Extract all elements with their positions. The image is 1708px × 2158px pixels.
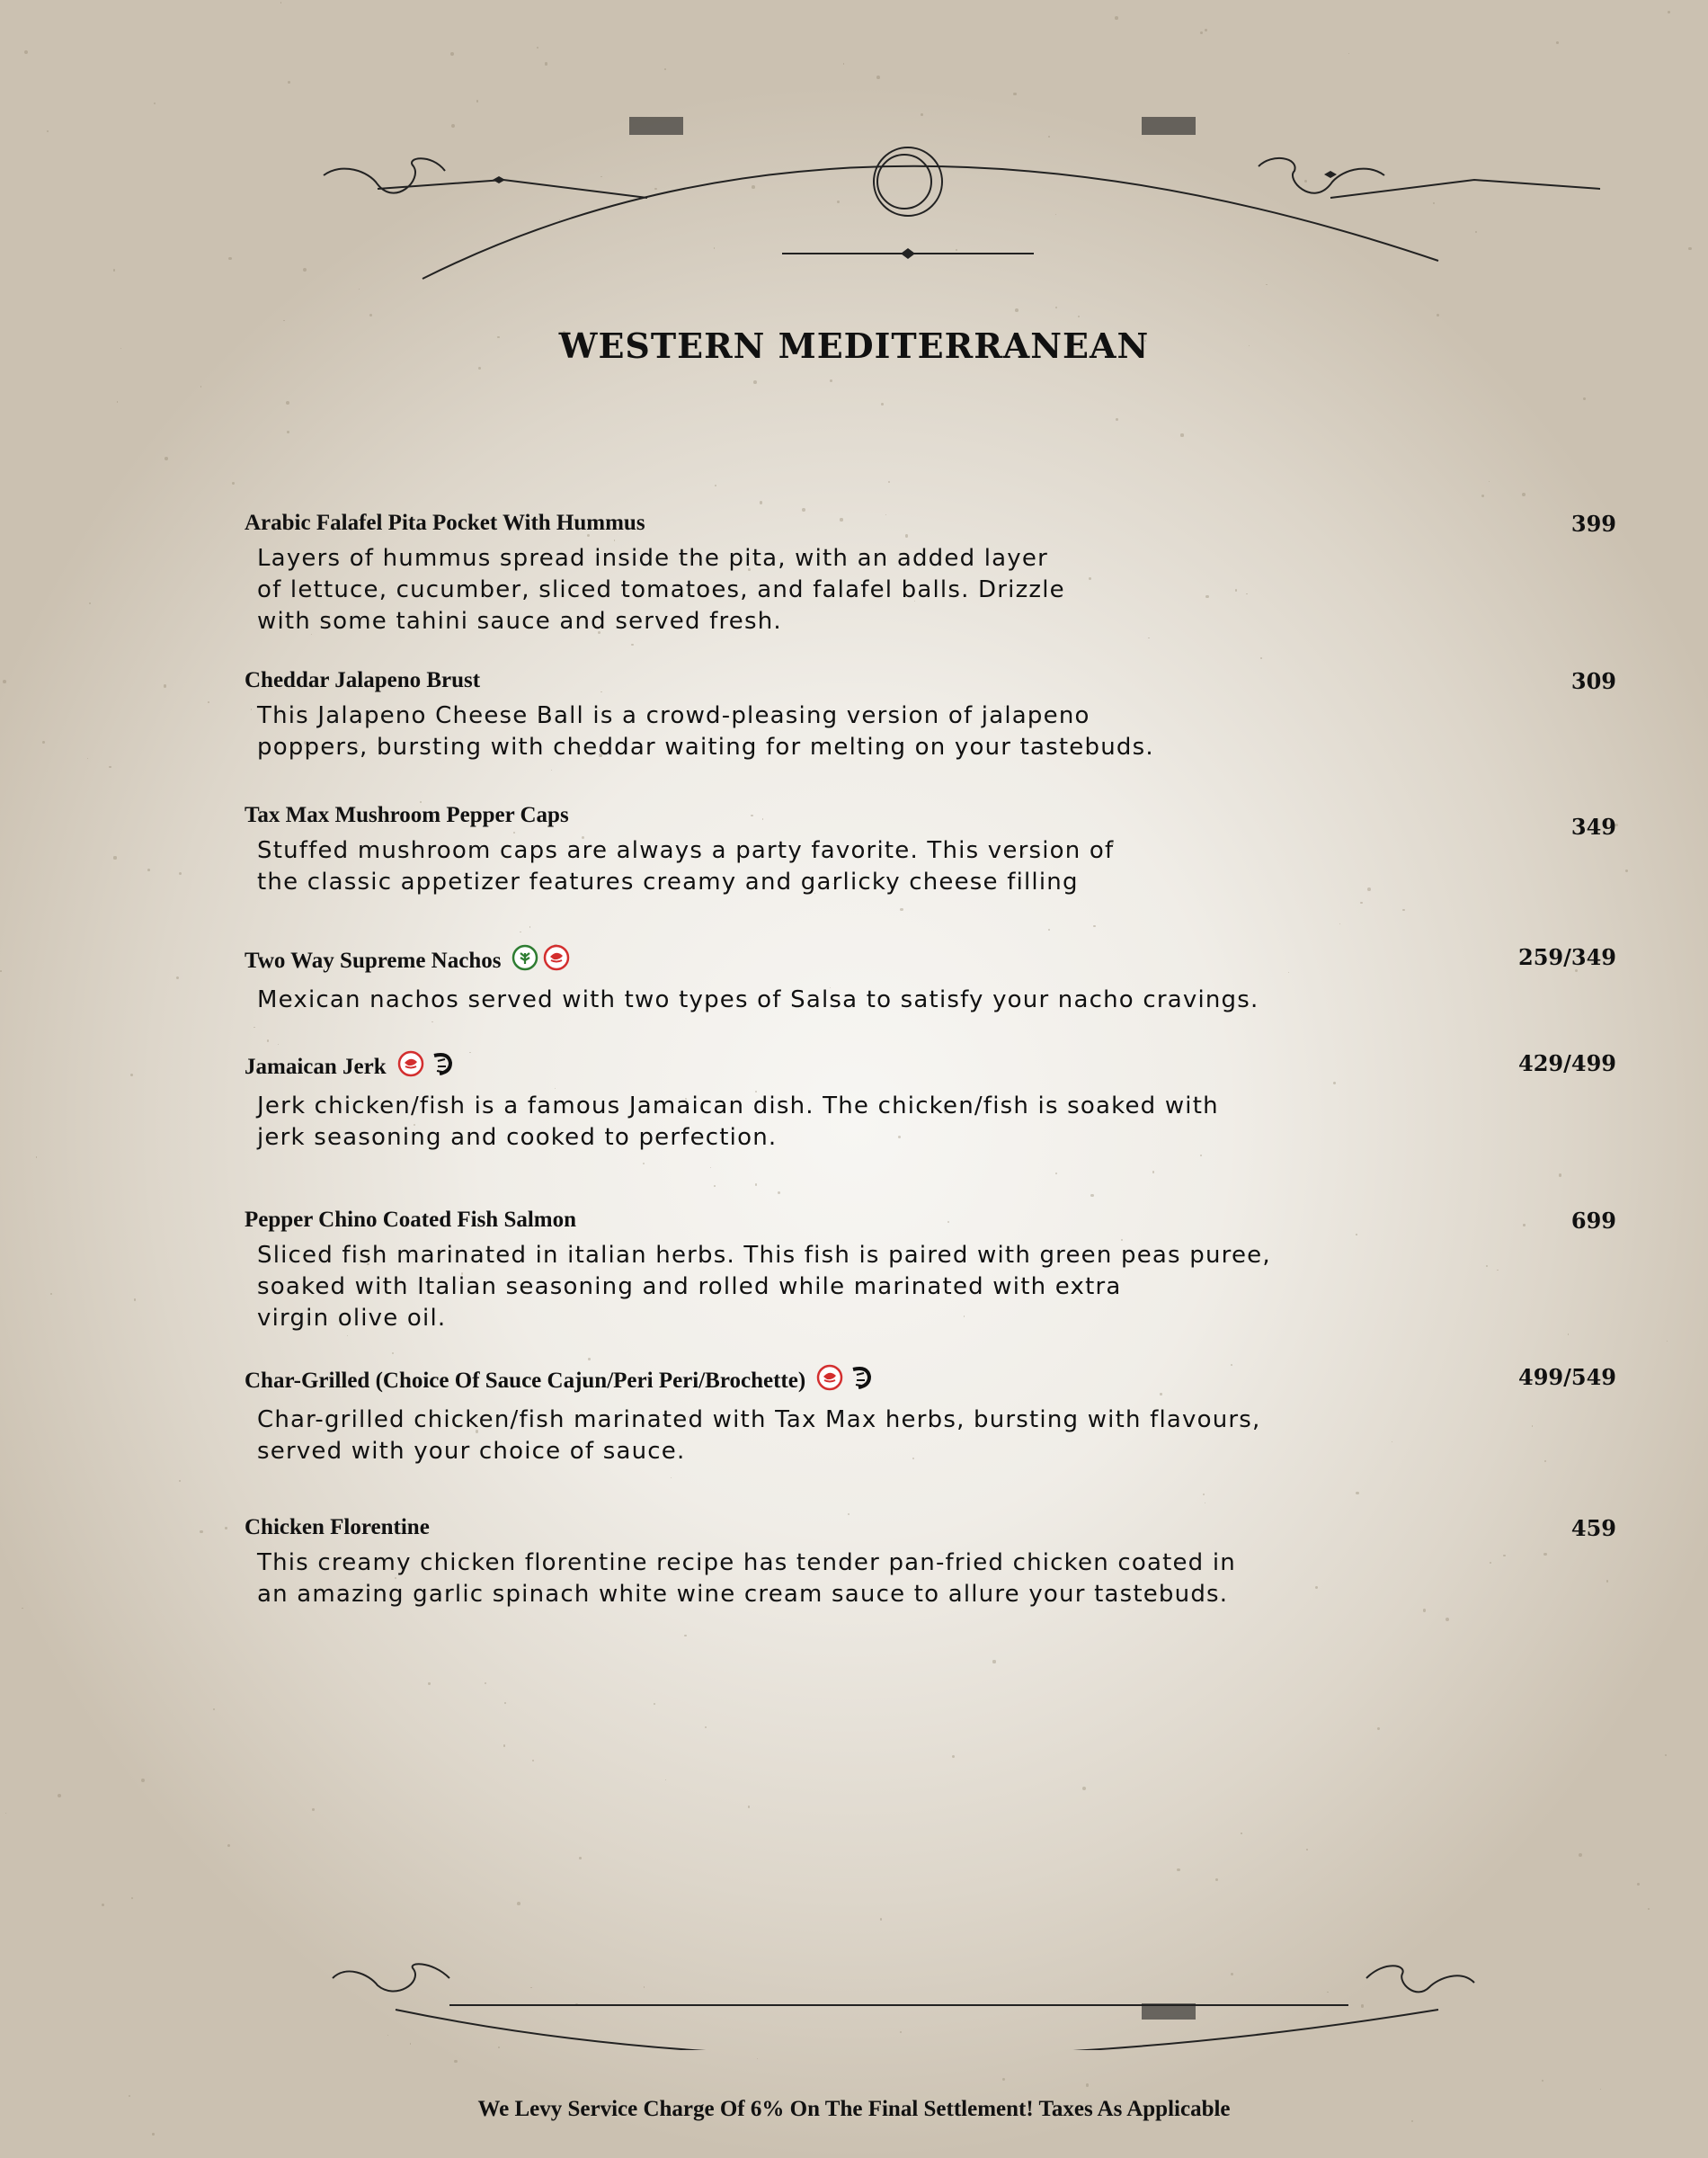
- description-line: soaked with Italian seasoning and rolled while marinated with extra: [257, 1273, 1122, 1300]
- paper-speck: [1086, 2083, 1090, 2087]
- paper-speck: [1078, 316, 1081, 318]
- paper-speck: [134, 1298, 137, 1301]
- description-line: Sliced fish marinated in italian herbs. This fish is paired with green peas puree,: [257, 1242, 1271, 1269]
- paper-speck: [579, 1857, 582, 1859]
- paper-speck: [1600, 2089, 1601, 2090]
- paper-speck: [1055, 307, 1057, 308]
- paper-speck: [664, 68, 666, 70]
- chicken-icon: [816, 1364, 843, 1397]
- paper-speck: [880, 1918, 882, 1920]
- paper-speck: [152, 2133, 154, 2135]
- paper-speck: [755, 1183, 757, 1185]
- paper-speck: [267, 1039, 269, 1041]
- menu-item-name: [245, 944, 1616, 977]
- menu-item-name-text: Char-Grilled (Choice Of Sauce Cajun/Peri Peri/Brochette): [245, 1368, 806, 1393]
- paper-speck: [503, 1744, 506, 1747]
- paper-speck: [485, 1682, 486, 1684]
- paper-speck: [545, 62, 547, 65]
- menu-item-description: [245, 1240, 1300, 1334]
- paper-speck: [1055, 1173, 1057, 1174]
- paper-speck: [760, 501, 763, 504]
- menu-item-name: [245, 511, 1616, 536]
- paper-speck: [213, 1708, 215, 1710]
- menu-item-price: 349: [1570, 814, 1616, 840]
- description-line: Char-grilled chicken/fish marinated with Tax Max herbs, bursting with flavours,: [257, 1406, 1261, 1433]
- paper-speck: [50, 1293, 52, 1295]
- paper-speck: [588, 1358, 591, 1360]
- paper-speck: [537, 47, 539, 49]
- paper-speck: [87, 758, 89, 760]
- description-line: This creamy chicken florentine recipe has tender pan-fried chicken coated in: [257, 1549, 1236, 1576]
- paper-speck: [1260, 657, 1262, 659]
- dietary-icons: [397, 1050, 456, 1083]
- paper-speck: [757, 2058, 758, 2059]
- paper-speck: [287, 431, 289, 433]
- description-line: jerk seasoning and cooked to perfection.: [257, 1124, 778, 1151]
- paper-speck: [1446, 1618, 1449, 1621]
- description-line: an amazing garlic spinach white wine cream sauce to allure your tastebuds.: [257, 1581, 1229, 1608]
- paper-speck: [1339, 923, 1340, 924]
- menu-item-description: [245, 700, 1300, 763]
- paper-speck: [312, 1808, 315, 1811]
- prawn-icon: [848, 1364, 875, 1397]
- paper-speck: [1481, 495, 1484, 497]
- paper-speck: [478, 367, 481, 370]
- paper-speck: [1152, 1171, 1155, 1173]
- menu-item-name: [245, 1364, 1616, 1397]
- paper-speck: [1648, 1908, 1650, 1910]
- paper-speck: [1556, 41, 1559, 44]
- paper-speck: [0, 970, 2, 972]
- paper-speck: [684, 1635, 687, 1637]
- menu-item-price: 429/499: [1518, 1050, 1616, 1076]
- menu-item-name-text: Two Way Supreme Nachos: [245, 948, 502, 973]
- paper-speck: [283, 320, 285, 322]
- paper-speck: [1306, 1849, 1308, 1850]
- veg-icon: [512, 944, 538, 977]
- paper-speck: [1348, 53, 1349, 54]
- paper-speck: [227, 1844, 230, 1847]
- paper-speck: [654, 1703, 655, 1705]
- paper-speck: [254, 1027, 255, 1029]
- paper-speck: [89, 602, 91, 604]
- paper-speck: [504, 1702, 506, 1704]
- paper-speck: [1542, 2080, 1544, 2082]
- paper-speck: [1559, 1173, 1561, 1176]
- paper-speck: [225, 1527, 227, 1529]
- paper-speck: [1668, 11, 1670, 13]
- menu-item-description: [245, 1547, 1300, 1610]
- menu-item-name-text: Pepper Chino Coated Fish Salmon: [245, 1208, 577, 1232]
- paper-speck: [1637, 1883, 1640, 1886]
- paper-speck: [369, 314, 373, 317]
- paper-speck: [454, 2060, 457, 2063]
- menu-item-name-text: Cheddar Jalapeno Brust: [245, 668, 481, 692]
- paper-speck: [58, 1794, 61, 1797]
- paper-speck: [1015, 308, 1019, 312]
- menu-item-name: [245, 1050, 1616, 1083]
- menu-item-name: [245, 1208, 1616, 1233]
- paper-speck: [179, 872, 182, 876]
- menu-item-price: 259/349: [1518, 944, 1616, 970]
- menu-item-name: [245, 803, 1616, 828]
- paper-speck: [359, 289, 360, 290]
- paper-speck: [529, 926, 530, 927]
- paper-speck: [147, 869, 150, 871]
- paper-speck: [888, 481, 890, 483]
- paper-speck: [1115, 16, 1118, 20]
- paper-speck: [1203, 1494, 1205, 1496]
- paper-speck: [715, 485, 716, 486]
- paper-speck: [1215, 1878, 1218, 1881]
- paper-speck: [5, 1813, 7, 1815]
- menu-item-description: [245, 985, 1300, 1016]
- paper-speck: [1377, 1727, 1381, 1731]
- description-line: This Jalapeno Cheese Ball is a crowd-pleasing version of jalapeno: [257, 702, 1090, 729]
- paper-speck: [200, 1530, 203, 1534]
- paper-speck: [164, 684, 166, 687]
- paper-speck: [200, 386, 201, 387]
- description-line: virgin olive oil.: [257, 1305, 447, 1332]
- paper-speck: [1583, 397, 1586, 400]
- paper-speck: [843, 63, 844, 64]
- paper-speck: [517, 1902, 520, 1905]
- paper-speck: [117, 401, 118, 402]
- paper-speck: [1200, 31, 1203, 34]
- paper-speck: [1116, 418, 1118, 421]
- paper-speck: [992, 1660, 995, 1663]
- paper-speck: [131, 1897, 133, 1899]
- menu-item-description: [245, 543, 1300, 638]
- paper-speck: [631, 644, 634, 647]
- menu-item: [245, 511, 1616, 638]
- menu-item-description: [245, 1091, 1300, 1154]
- paper-speck: [551, 770, 552, 771]
- paper-speck: [179, 1480, 181, 1482]
- paper-speck: [24, 50, 28, 54]
- paper-speck: [1090, 1194, 1093, 1197]
- menu-item: [245, 1515, 1616, 1610]
- paper-speck: [705, 1726, 707, 1729]
- menu-item-name-text: Tax Max Mushroom Pepper Caps: [245, 803, 569, 827]
- menu-item-name-text: Arabic Falafel Pita Pocket With Hummus: [245, 511, 645, 535]
- menu-item-name-text: Chicken Florentine: [245, 1515, 430, 1539]
- paper-speck: [232, 482, 235, 485]
- paper-speck: [141, 1779, 145, 1782]
- chicken-icon: [543, 944, 570, 977]
- paper-speck: [876, 76, 880, 79]
- description-line: Mexican nachos served with two types of Salsa to satisfy your nacho cravings.: [257, 986, 1259, 1013]
- top-ornament: [0, 81, 1708, 288]
- paper-speck: [1625, 869, 1629, 873]
- paper-speck: [165, 457, 168, 460]
- paper-speck: [176, 976, 179, 979]
- paper-speck: [130, 1074, 133, 1076]
- paper-speck: [1180, 433, 1183, 436]
- description-line: Stuffed mushroom caps are always a party favorite. This version of: [257, 837, 1115, 864]
- menu-item-name: [245, 1515, 1616, 1540]
- paper-speck: [1048, 929, 1050, 931]
- description-line: the classic appetizer features creamy and garlicky cheese filling: [257, 869, 1079, 896]
- paper-speck: [952, 1755, 955, 1758]
- description-line: Layers of hummus spread inside the pita, with an added layer: [257, 545, 1048, 572]
- dietary-icons: [512, 944, 570, 977]
- prawn-icon: [429, 1050, 456, 1083]
- menu-item-price: 499/549: [1518, 1364, 1616, 1390]
- paper-speck: [665, 1779, 666, 1780]
- paper-speck: [1437, 314, 1439, 317]
- paper-speck: [830, 379, 832, 382]
- paper-speck: [1082, 1787, 1086, 1790]
- description-line: Jerk chicken/fish is a famous Jamaican dish. The chicken/fish is soaked with: [257, 1092, 1219, 1119]
- paper-speck: [431, 1021, 432, 1022]
- menu-item: [245, 668, 1616, 763]
- menu-item: [245, 803, 1616, 898]
- menu-item-price: 459: [1570, 1515, 1616, 1541]
- paper-speck: [392, 1352, 394, 1354]
- paper-speck: [1579, 1853, 1582, 1857]
- paper-speck: [1200, 1155, 1202, 1156]
- paper-speck: [109, 766, 111, 768]
- paper-speck: [278, 1044, 279, 1045]
- paper-speck: [42, 741, 45, 744]
- paper-speck: [428, 1682, 430, 1684]
- paper-speck: [450, 52, 454, 56]
- paper-speck: [286, 401, 289, 405]
- service-charge-note: We Levy Service Charge Of 6% On The Final Settlement! Taxes As Applicable: [477, 2097, 1231, 2121]
- paper-speck: [900, 908, 903, 912]
- menu-item-name: [245, 668, 1616, 693]
- menu-item-description: [245, 1404, 1300, 1467]
- paper-speck: [1489, 481, 1490, 482]
- description-line: of lettuce, cucumber, sliced tomatoes, and falafel balls. Drizzle: [257, 576, 1065, 603]
- paper-speck: [347, 1335, 348, 1336]
- paper-speck: [643, 1163, 645, 1164]
- paper-speck: [102, 1904, 104, 1906]
- menu-item: [245, 1208, 1616, 1334]
- paper-speck: [280, 2, 281, 3]
- paper-speck: [1522, 493, 1526, 496]
- menu-item-description: [245, 835, 1300, 898]
- paper-speck: [1360, 902, 1363, 905]
- description-line: poppers, bursting with cheddar waiting for melting on your tastebuds.: [257, 734, 1154, 761]
- menu-item: [245, 944, 1616, 1016]
- dietary-icons: [816, 1364, 875, 1397]
- paper-speck: [1665, 1754, 1667, 1756]
- paper-speck: [113, 856, 116, 859]
- paper-speck: [1002, 2078, 1005, 2081]
- paper-speck: [1093, 925, 1096, 928]
- paper-speck: [714, 1185, 716, 1187]
- paper-speck: [36, 1156, 37, 1157]
- menu-item-price: 699: [1570, 1208, 1616, 1234]
- menu-item: [245, 1364, 1616, 1467]
- page-title: WESTERN MEDITERRANEAN: [558, 325, 1150, 366]
- chicken-icon: [397, 1050, 424, 1083]
- paper-speck: [1177, 1868, 1180, 1872]
- paper-speck: [1205, 29, 1207, 31]
- paper-speck: [1402, 909, 1404, 911]
- paper-speck: [1356, 1492, 1358, 1494]
- menu-item-price: 399: [1570, 511, 1616, 537]
- description-line: with some tahini sauce and served fresh.: [257, 608, 782, 635]
- paper-speck: [1667, 1341, 1668, 1342]
- bottom-ornament: [0, 1942, 1708, 2050]
- menu-item-name-text: Jamaican Jerk: [245, 1054, 387, 1079]
- paper-speck: [532, 1760, 534, 1761]
- menu-item: [245, 1050, 1616, 1154]
- paper-speck: [881, 403, 884, 406]
- paper-speck: [208, 701, 209, 703]
- paper-speck: [710, 1167, 711, 1168]
- paper-speck: [753, 380, 757, 384]
- paper-speck: [3, 680, 6, 683]
- paper-speck: [778, 1191, 780, 1194]
- paper-speck: [748, 1806, 750, 1807]
- menu-item-price: 309: [1570, 668, 1616, 694]
- description-line: served with your choice of sauce.: [257, 1438, 686, 1465]
- paper-speck: [671, 1477, 672, 1479]
